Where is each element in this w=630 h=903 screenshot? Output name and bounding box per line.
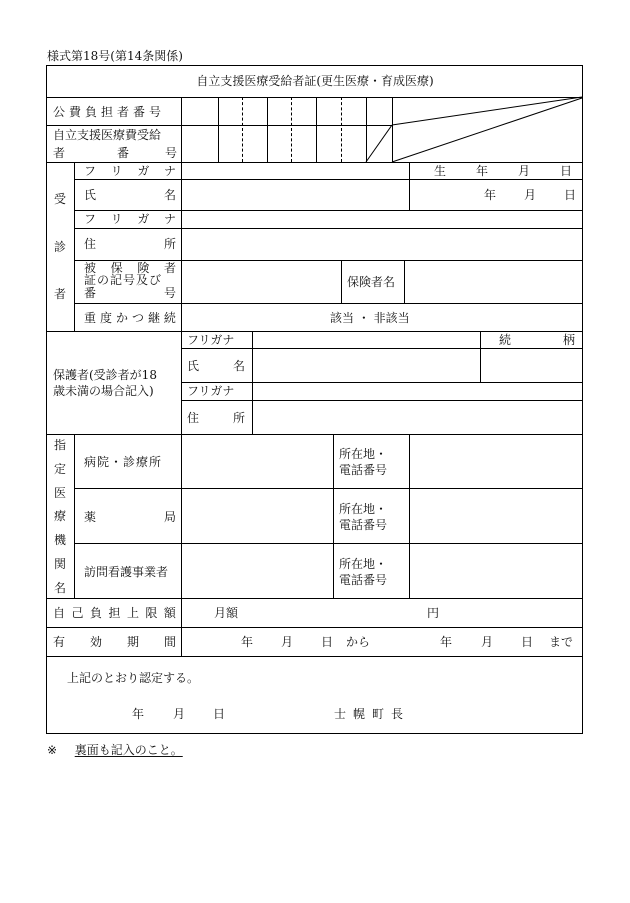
patient-furigana-label: フ リ ガ ナ bbox=[84, 164, 176, 178]
nursing-label: 訪問看護事業者 bbox=[84, 565, 169, 579]
patient-address-furigana-label: フ リ ガ ナ bbox=[84, 212, 176, 226]
nursing-location-label-line2: 電話番号 bbox=[339, 573, 388, 587]
birthdate-label: 生 年 月 日 bbox=[434, 164, 572, 178]
patient-name-label: 氏 名 bbox=[84, 188, 176, 202]
certification-year: 年 bbox=[132, 707, 145, 721]
hospital-location-label-line2: 電話番号 bbox=[339, 463, 388, 477]
recipient-number-label-c: 号 bbox=[165, 146, 178, 160]
validity-from-label: から bbox=[346, 635, 371, 649]
patient-group-label: 受 診 者 bbox=[53, 192, 66, 301]
certificate-title: 自立支援医療受給者証(更生医療・育成医療) bbox=[196, 74, 434, 88]
guardian-name-label: 氏 名 bbox=[187, 359, 245, 373]
hospital-label: 病院・診療所 bbox=[84, 455, 163, 469]
guardian-furigana-label: フリガナ bbox=[187, 333, 235, 347]
patient-address-label: 住 所 bbox=[84, 237, 176, 251]
public-payer-number-label: 公費負担者番号 bbox=[53, 105, 166, 119]
certification-text: 上記のとおり認定する。 bbox=[67, 671, 200, 685]
form-number: 様式第18号(第14条関係) bbox=[47, 49, 183, 63]
hospital-location-label-line1: 所在地・ bbox=[339, 447, 388, 461]
guardian-relation-label: 続 柄 bbox=[499, 333, 575, 347]
severe-continuous-options: 該当 ・ 非該当 bbox=[330, 311, 410, 325]
guardian-address-furigana-label: フリガナ bbox=[187, 384, 235, 398]
pharmacy-location-label-line2: 電話番号 bbox=[339, 518, 388, 532]
recipient-number-label-b: 番 bbox=[117, 146, 130, 160]
pharmacy-label: 薬 局 bbox=[84, 510, 176, 524]
guardian-label-line2: 歳未満の場合記入) bbox=[53, 384, 154, 398]
guardian-address-label: 住 所 bbox=[187, 411, 245, 425]
birthdate-fill: 年 月 日 bbox=[484, 188, 576, 202]
nursing-location-label-line1: 所在地・ bbox=[339, 557, 388, 571]
footnote bbox=[47, 741, 183, 758]
certification-month: 月 bbox=[173, 707, 186, 721]
insurer-name-label: 保険者名 bbox=[347, 275, 396, 289]
recipient-number-label-a: 者 bbox=[53, 146, 66, 160]
footnote-text: 裏面も記入のこと。 bbox=[74, 743, 183, 757]
recipient-number-label-line1: 自立支援医療費受給 bbox=[53, 128, 162, 142]
validity-to-day: 日 bbox=[521, 635, 534, 649]
issuer-name: 士幌町長 bbox=[334, 707, 411, 721]
footnote-mark: ※ bbox=[47, 743, 58, 757]
yen-label: 円 bbox=[427, 606, 440, 620]
insurance-label-line1: 被 保 険 者 bbox=[84, 261, 176, 275]
validity-from-year: 年 bbox=[241, 635, 254, 649]
validity-to-year: 年 bbox=[440, 635, 453, 649]
validity-from-month: 月 bbox=[281, 635, 294, 649]
insurance-label-line2: 証の記号及び bbox=[84, 273, 163, 287]
monthly-label: 月額 bbox=[214, 606, 239, 620]
institutions-group-label: 指 定 医 療 機 関 名 bbox=[53, 438, 66, 595]
guardian-label-line1: 保護者(受診者が18 bbox=[53, 368, 157, 382]
validity-period-label: 有 効 期 間 bbox=[53, 635, 176, 649]
copay-limit-label: 自 己 負 担 上 限 額 bbox=[53, 606, 176, 620]
validity-from-day: 日 bbox=[321, 635, 334, 649]
insurance-label-line3: 番 号 bbox=[84, 286, 176, 300]
validity-to-label: まで bbox=[549, 635, 574, 649]
severe-continuous-label: 重 度 か つ 継 続 bbox=[84, 311, 176, 325]
certification-day: 日 bbox=[213, 707, 226, 721]
validity-to-month: 月 bbox=[481, 635, 494, 649]
pharmacy-location-label-line1: 所在地・ bbox=[339, 502, 388, 516]
